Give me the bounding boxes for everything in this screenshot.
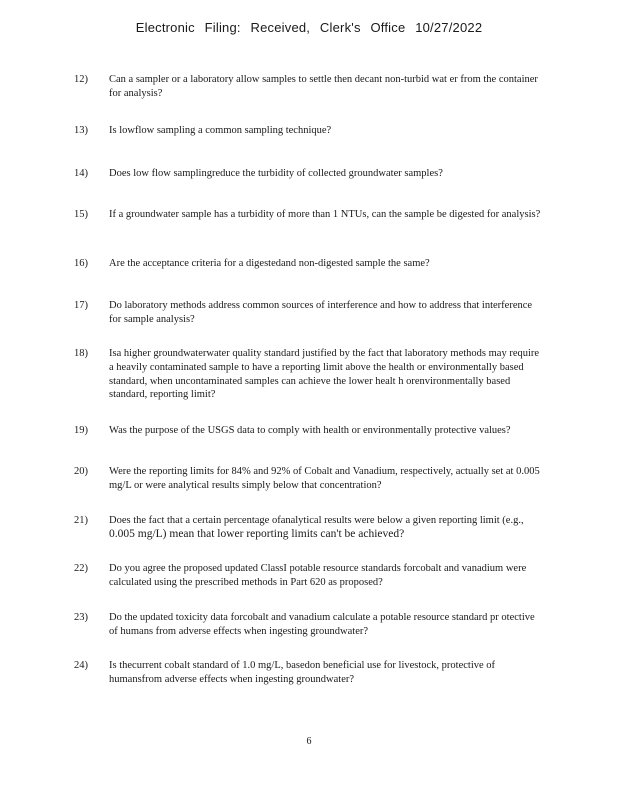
question-item — [74, 611, 544, 639]
question-item — [74, 167, 544, 181]
question-number: 14) — [74, 168, 88, 179]
question-text — [109, 514, 544, 542]
question-item — [74, 347, 544, 402]
question-number: 16) — [74, 258, 88, 269]
question-item — [74, 465, 544, 493]
question-text: Does low flow samplingreduce the turbidity of collected groundwater samples? — [109, 168, 443, 179]
question-text: Were the reporting limits for 84% and 92% of Cobalt and Vanadium, respectively, actually set at 0.005 mg/L or were analytical results simply below that concentration? — [109, 466, 540, 491]
question-item — [74, 514, 544, 542]
question-item — [74, 659, 544, 687]
question-number: 21) — [74, 515, 88, 526]
question-item — [74, 73, 544, 101]
question-text: Was the purpose of the USGS data to comply with health or environmentally protective values? — [109, 425, 511, 436]
question-text-part: Does the fact that a certain percentage ofanalytical results were below a given reporting limit (e.g., — [109, 515, 524, 526]
question-item — [74, 562, 544, 590]
question-number: 19) — [74, 425, 88, 436]
question-text-part: 0.005 mg/L) mean that lower reporting limits can't be achieved? — [109, 527, 405, 540]
question-item — [74, 208, 544, 222]
question-text: Are the acceptance criteria for a digestedand non-digested sample the same? — [109, 258, 430, 269]
question-number: 22) — [74, 563, 88, 574]
question-item — [74, 424, 544, 438]
question-number: 13) — [74, 125, 88, 136]
question-item — [74, 124, 544, 138]
question-number: 12) — [74, 74, 88, 85]
question-text: Is thecurrent cobalt standard of 1.0 mg/L, basedon beneficial use for livestock, protective of humansfrom adverse effects when ingesting groundwater? — [109, 660, 496, 685]
filing-header: Electronic Filing: Received, Clerk's Office 10/27/2022 — [135, 20, 483, 35]
question-number: 23) — [74, 612, 88, 623]
question-number: 18) — [74, 348, 88, 359]
question-number: 20) — [74, 466, 88, 477]
question-number: 24) — [74, 660, 88, 671]
question-text: Is lowflow sampling a common sampling technique? — [109, 125, 332, 136]
page-number: 6 — [306, 736, 312, 747]
question-text: Do the updated toxicity data forcobalt and vanadium calculate a potable resource standard pr otective of humans from adverse effects when ingesting groundwater? — [109, 612, 535, 637]
question-text: Do you agree the proposed updated ClassI potable resource standards forcobalt and vanadium were calculated using the prescribed methods in Part 620 as proposed? — [109, 563, 527, 588]
question-item — [74, 257, 544, 271]
question-item — [74, 299, 544, 327]
question-text: Isa higher groundwaterwater quality standard justified by the fact that laboratory methods may require a heavily contaminated sample to have a reporting limit above the health or environmentally based standard, when uncontaminated samples can achieve the lower healt h orenvironmentally based standard, reporting limit? — [109, 348, 540, 401]
question-text: If a groundwater sample has a turbidity of more than 1 NTUs, can the sample be digested for analysis? — [109, 209, 541, 220]
question-text: Can a sampler or a laboratory allow samples to settle then decant non-turbid wat er from the container for analysis? — [109, 74, 538, 99]
question-text: Do laboratory methods address common sources of interference and how to address that interference for sample analysis? — [109, 300, 533, 325]
question-number: 15) — [74, 209, 88, 220]
question-number: 17) — [74, 300, 88, 311]
